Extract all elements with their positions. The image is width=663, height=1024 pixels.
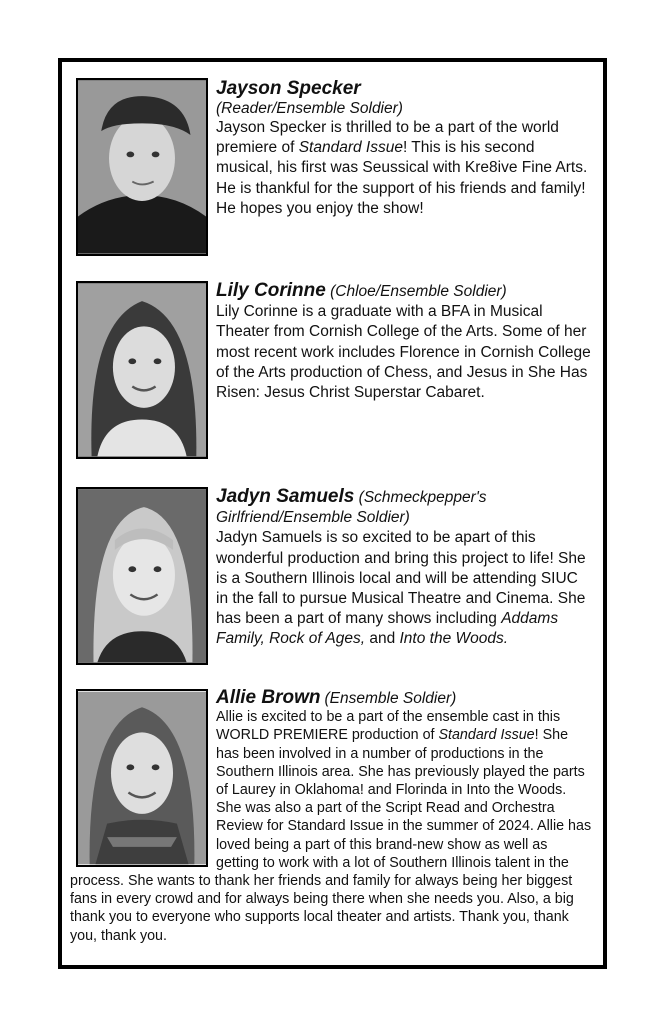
cast-name: Lily Corinne (216, 280, 326, 301)
cast-role: (Schmeckpepper's Girlfriend/Ensemble Soldier) (216, 489, 487, 527)
cast-name: Jadyn Samuels (216, 486, 355, 507)
cast-role: (Ensemble Soldier) (324, 690, 457, 707)
bio-page-frame (58, 58, 607, 969)
bio-allie-brown (70, 689, 593, 945)
cast-role: (Reader/Ensemble Soldier) (216, 100, 403, 117)
headshot-photo (76, 281, 208, 459)
headshot-image (78, 691, 206, 865)
headshot-image (78, 80, 206, 254)
cast-bio: Allie is excited to be a part of the ensemble cast in this WORLD PREMIERE production of Standard Issue! She has been involved in a number of productions in the Southern Illinois area. She has previously played the parts of Laurey in Oklahoma! and Florinda in Into the Woods. She was also a part of the Script Read and Orchestra Review for Standard Issue in the summer of 2024. Allie has loved being a part of this brand-new show as well as getting to work with a lot of Southern Illinois talent in the process. She wants to thank her friends and family for always being her biggest fans in every crowd and for always being there when she needs you. Also, a big thank you to everyone who supports local theater and artists. Thank you, thank you, thank you. (70, 709, 592, 944)
headshot-photo (76, 689, 208, 867)
cast-bio: Jadyn Samuels is so excited to be apart of this wonderful production and bring this project to life! She is a Southern Illinois local and will be attending SIUC in the fall to pursue Musical Theatre and Cinema. She has been a part of many shows including Addams Family, Rock of Ages, and Into the Woods. (216, 529, 586, 648)
headshot-image (78, 283, 206, 457)
cast-bio: Jayson Specker is thrilled to be a part of the world premiere of Standard Issue! This is his second musical, his first was Seussical with Kre8ive Fine Arts. He is thankful for the support of his friends and family! He hopes you enjoy the show! (216, 119, 588, 217)
headshot-photo (76, 78, 208, 256)
headshot-photo (76, 487, 208, 665)
cast-name: Allie Brown (216, 687, 321, 708)
cast-bio: Lily Corinne is a graduate with a BFA in Musical Theater from Cornish College of the Arts. Some of her most recent work includes Florence in Cornish College of the Arts production of Chess, and Jesus in She Has Risen: Jesus Christ Superstar Cabaret. (216, 303, 591, 402)
cast-role: (Chloe/Ensemble Soldier) (330, 283, 507, 300)
cast-name: Jayson Specker (216, 78, 361, 99)
headshot-image (78, 489, 206, 663)
